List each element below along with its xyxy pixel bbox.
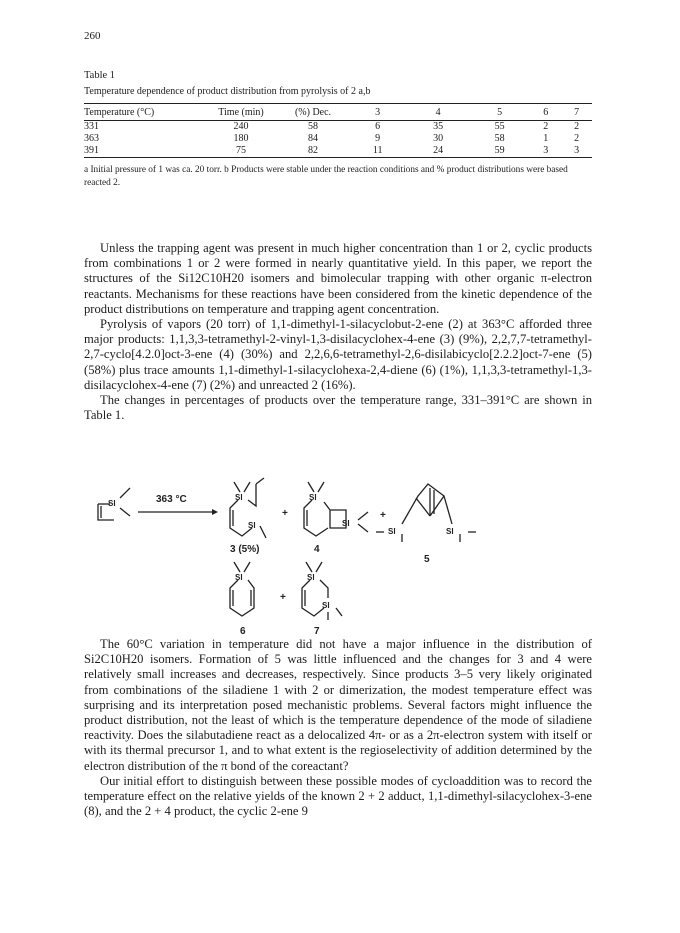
label-5: 5 bbox=[424, 554, 430, 565]
table-cell: 24 bbox=[433, 145, 444, 156]
paragraph: The changes in percentages of products over the temperature range, 331–391°C are shown in Table 1. bbox=[84, 393, 592, 423]
table-header: Time (min) bbox=[218, 107, 264, 118]
plus-sign: + bbox=[280, 592, 286, 603]
reactant-silacyclobutene bbox=[98, 488, 130, 520]
plus-sign: + bbox=[380, 510, 386, 521]
body-text-top bbox=[84, 241, 592, 423]
atom-label: SI bbox=[309, 493, 317, 502]
atom-label: SI bbox=[342, 519, 350, 528]
table-header: 7 bbox=[574, 107, 580, 118]
table-cell: 30 bbox=[433, 133, 444, 144]
table-cell: 82 bbox=[308, 145, 318, 156]
atom-label: SI bbox=[322, 601, 330, 610]
plus-sign: + bbox=[282, 508, 288, 519]
table-header: 6 bbox=[543, 107, 549, 118]
table-row bbox=[84, 121, 592, 134]
page-number: 260 bbox=[84, 30, 101, 42]
atom-label: SI bbox=[388, 527, 396, 536]
table-cell: 363 bbox=[84, 133, 99, 144]
table-cell: 331 bbox=[84, 121, 99, 132]
table-cell: 11 bbox=[372, 145, 383, 156]
table-header: 5 bbox=[497, 107, 503, 118]
atom-label: SI bbox=[235, 573, 243, 582]
label-6: 6 bbox=[240, 626, 246, 636]
table-cell: 2 bbox=[574, 133, 580, 144]
product-5-structure bbox=[376, 484, 476, 542]
atom-label: SI bbox=[307, 573, 315, 582]
table-cell: 180 bbox=[233, 133, 249, 144]
table-cell: 9 bbox=[375, 133, 381, 144]
table-header: 3 bbox=[375, 107, 381, 118]
table-label: Table 1 bbox=[84, 70, 116, 81]
table-caption: Temperature dependence of product distribution from pyrolysis of 2 a,b bbox=[84, 86, 371, 97]
reaction-condition: 363 °C bbox=[156, 494, 187, 505]
product-6-structure bbox=[230, 562, 254, 616]
table-cell: 3 bbox=[574, 145, 580, 156]
table-cell: 2 bbox=[543, 121, 549, 132]
table-cell: 58 bbox=[494, 133, 505, 144]
table-cell: 58 bbox=[308, 121, 318, 132]
product-7-structure bbox=[302, 562, 342, 620]
paragraph: The 60°C variation in temperature did not have a major influence in the distribution of Si2C10H20 isomers. Formation of 5 was little influenced and the changes for 3 and 4 were relatively small increases and decreases, respectively. Since products 3–5 very likely originated from combinations of the siladiene 1 with 2 or dimerization, the modest temperature effect was surprising and its interpretation posed mechanistic problems. Several factors might influence the product distribution, not the least of which is the temperature dependence of the mode of siladiene reactivity. Does the silabutadiene react as a delocalized 4π- or as a 2π-electron system with itself or with its thermal precursor 1, and to what extent is the regioselectivity of addition determined by the electron distribution of the π bond of the coreactant? bbox=[84, 637, 592, 773]
atom-label: SI bbox=[446, 527, 454, 536]
product-4-structure bbox=[304, 482, 368, 536]
label-3: 3 (5%) bbox=[230, 544, 260, 555]
table-header: Temperature (°C) bbox=[84, 107, 155, 118]
reaction-scheme-drawing bbox=[84, 476, 592, 636]
paragraph: Our initial effort to distinguish between these possible modes of cycloaddition was to record the temperature effect on the relative yields of the known 2 + 2 adduct, 1,1-dimethyl-silacyclohex-3-ene (8), and the 2 + 4 product, the cyclic 2-ene 9 bbox=[84, 773, 592, 819]
atom-label: SI bbox=[108, 499, 116, 508]
label-7: 7 bbox=[314, 626, 320, 636]
table-cell: 1 bbox=[543, 133, 549, 144]
table-footnote: a Initial pressure of 1 was ca. 20 torr. b Products were stable under the reaction conditions and % product distributions were based reacted 2. bbox=[84, 165, 568, 188]
table-cell: 84 bbox=[308, 133, 318, 144]
table-cell: 75 bbox=[236, 145, 246, 156]
table-header-row bbox=[84, 104, 592, 121]
product-3-structure bbox=[230, 478, 266, 538]
atom-label: SI bbox=[248, 521, 256, 530]
body-text-bottom bbox=[84, 637, 592, 819]
table-cell: 35 bbox=[433, 121, 444, 132]
table-row bbox=[84, 145, 592, 158]
table-cell: 240 bbox=[233, 121, 249, 132]
reaction-scheme bbox=[84, 476, 592, 636]
label-4: 4 bbox=[314, 544, 320, 555]
paragraph: Unless the trapping agent was present in much higher concentration than 1 or 2, cyclic products from combinations 1 or 2 were formed in nearly quantitative yield. In this paper, we report the structures of the Si12C10H20 isomers and bimolecular trapping with other organic π-electron reactants. Mechanisms for these reactions have been considered from the kinetic dependence of the product distributions on temperature and trapping agent concentration. bbox=[84, 241, 592, 316]
table-cell: 391 bbox=[84, 145, 99, 156]
table-cell: 55 bbox=[494, 121, 505, 132]
reaction-arrow bbox=[138, 494, 218, 515]
table-header: 4 bbox=[435, 107, 441, 118]
atom-label: SI bbox=[235, 493, 243, 502]
table-cell: 59 bbox=[494, 145, 505, 156]
table-cell: 3 bbox=[543, 145, 549, 156]
table-row bbox=[84, 133, 592, 145]
table-cell: 2 bbox=[574, 121, 580, 132]
data-table bbox=[84, 103, 592, 158]
table-1 bbox=[84, 70, 592, 190]
table-header: (%) Dec. bbox=[294, 107, 332, 118]
table-cell: 6 bbox=[375, 121, 381, 132]
paragraph: Pyrolysis of vapors (20 torr) of 1,1-dimethyl-1-silacyclobut-2-ene (2) at 363°C afforded three major products: 1,1,3,3-tetramethyl-2-vinyl-1,3-disilacyclohex-4-ene (3) (9%), 2,2,7,7-tetramethyl-2,7-cyclo[4.2.0]oct-3-ene (4) (30%) and 2,2,6,6-tetramethyl-2,6-disilabicyclo[2.2.2]oct-7-ene (5) (58%) plus trace amounts 1,1-dimethyl-1-silacyclohexa-2,4-diene (6) (1%), 1,1,3,3-tetramethyl-1,3-disilacyclohex-4-ene (7) (2%) and unreacted 2 (16%). bbox=[84, 317, 592, 392]
